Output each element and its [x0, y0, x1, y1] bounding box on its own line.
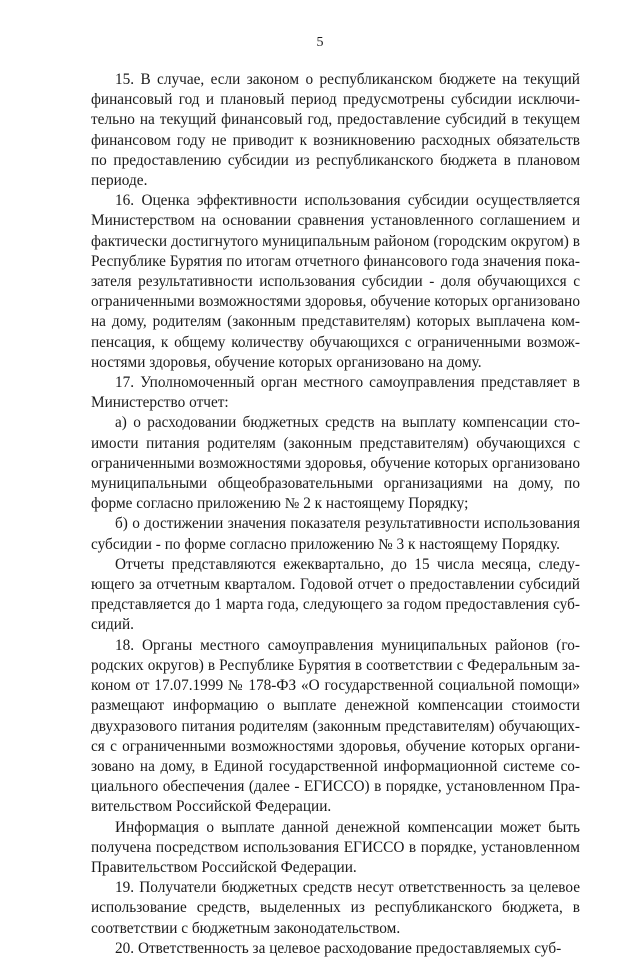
- paragraph-20: 20. Ответственность за целевое расходование предоставляемых суб-: [115, 939, 562, 957]
- paragraph-17a: а) о расходовании бюджетных средств на выплату компенсации стоимости питания родителям (законным представителям) обучающихся с ограниченными возможностями здоровья, обучение которых организовано муниципальными общеобразовательными организациями на дому, по форме согласно приложению № 2 к настоящему Порядку;: [91, 414, 580, 513]
- paragraph-19: 19. Получатели бюджетных средств несут ответственность за целевое использование средств, выделенных из республиканского бюджета, в соответствии с бюджетным законодательством.: [91, 879, 580, 937]
- paragraph-16: 16. Оценка эффективности использования субсидии осуществляется Министерством на основании сравнения установленного соглашением и фактически достигнутого муниципальным районом (городским округом) в Республике Бурятия по итогам отчетного финансового года значения показателя результативности использования субсидии - доля обучающихся с ограниченными возможностями здоровья, обучение которых организовано на дому, родителям (законным представителям) которых выплачена компенсация, к общему количеству обучающихся с ограниченными возможностями здоровья, обучение которых организовано на дому.: [91, 192, 580, 371]
- paragraph-15: 15. В случае, если законом о республиканском бюджете на текущий финансовый год и плановый период предусмотрены субсидии исключительно на текущий финансовый год, предоставление субсидий в текущем финансовом году не приводит к возникновению расходных обязательств по предоставлению субсидии из республиканского бюджета в плановом периоде.: [91, 71, 580, 190]
- paragraph-info: Информация о выплате данной денежной компенсации может быть получена посредством использования ЕГИССО в порядке, установленном Правительством Российской Федерации.: [91, 818, 580, 876]
- paragraph-17: 17. Уполномоченный орган местного самоуправления представляет в Министерство отчет:: [91, 374, 580, 412]
- page-number: 5: [316, 35, 324, 50]
- document-body: [91, 70, 580, 959]
- paragraph-17b: б) о достижении значения показателя результативности использования субсидии - по форме согласно приложению № 3 к настоящему Порядку.: [91, 515, 580, 553]
- paragraph-18: 18. Органы местного самоуправления муниципальных районов (городских округов) в Республике Бурятия в соответствии с Федеральным законом от 17.07.1999 № 178-ФЗ «О государственной социальной помощи» размещают информацию о выплате денежной компенсации стоимости двухразового питания родителям (законным представителям) обучающихся с ограниченными возможностями здоровья, обучение которых организовано на дому, в Единой государственной информационной системе социального обеспечения (далее - ЕГИССО) в порядке, установленном Правительством Российской Федерации.: [91, 636, 580, 816]
- paragraph-reports: Отчеты представляются ежеквартально, до 15 числа месяца, следующего за отчетным кварталом. Годовой отчет о предоставлении субсидий представляется до 1 марта года, следующего за годом предоставления субсидий.: [91, 555, 580, 634]
